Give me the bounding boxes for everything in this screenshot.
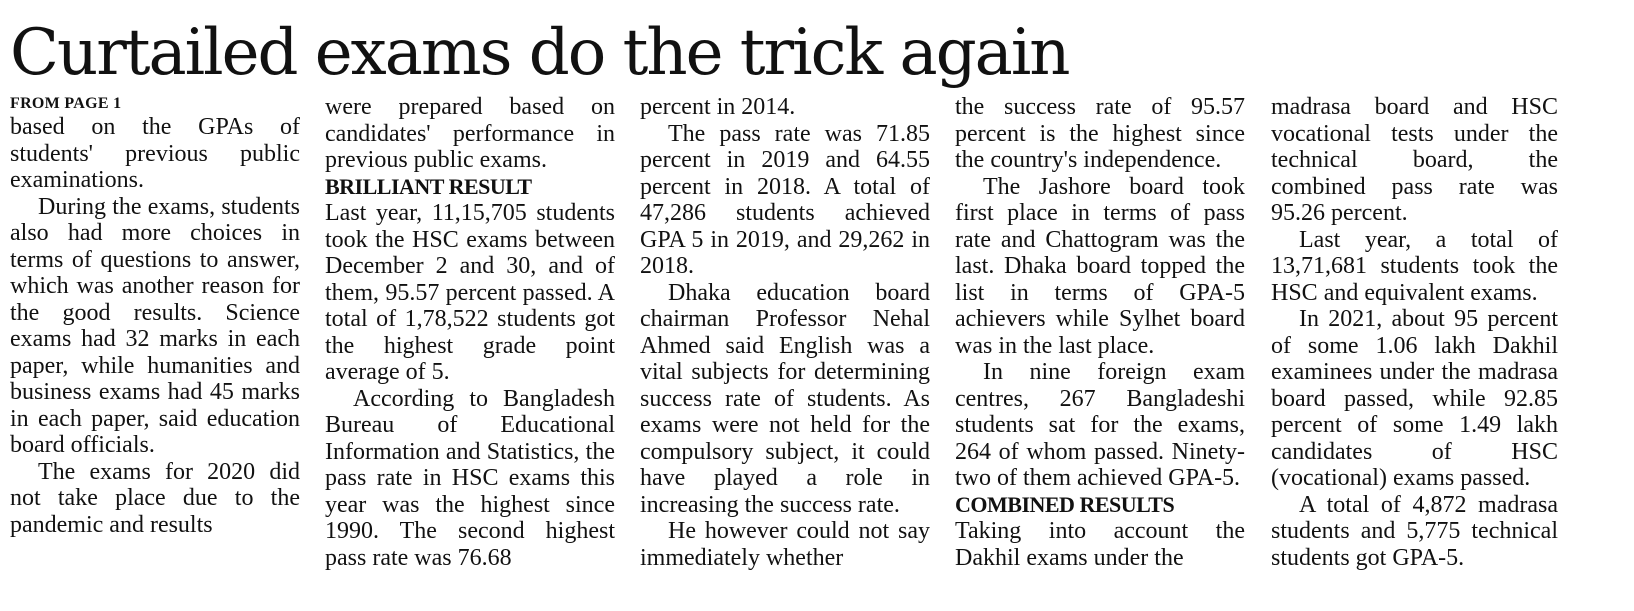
paragraph: Last year, 11,15,705 students took the HSC exams between December 2 and 30, and of them, 95.57 percent passed. A total of 1,78,522 students got the highest grade point average of 5. [325, 200, 615, 385]
paragraph: During the exams, students also had more choices in terms of questions to answer, which was another reason for the good results. Science exams had 32 marks in each paper, while humanities and business exams had 45 marks in each paper, said education board officials. [10, 193, 300, 458]
paragraph: In 2021, about 95 percent of some 1.06 lakh Dakhil examinees under the madrasa board passed, while 92.85 percent of some 1.49 lakh candidates of HSC (vocational) exams passed. [1271, 306, 1558, 491]
paragraph: the success rate of 95.57 percent is the highest since the country's independence. [955, 94, 1245, 173]
paragraph: The pass rate was 71.85 percent in 2019 and 64.55 percent in 2018. A total of 47,286 students achieved GPA 5 in 2019, and 29,262 in 2018. [640, 120, 930, 279]
article-column-1 [10, 94, 300, 538]
article-column-3 [640, 94, 930, 571]
paragraph: Dhaka education board chairman Professor Nehal Ahmed said English was a vital subjects for determining success rate of students. As exams were not held for the compulsory subject, it could have played a role in increasing the success rate. [640, 279, 930, 518]
paragraph: based on the GPAs of students' previous public examinations. [10, 114, 300, 193]
subheading: BRILLIANT RESULT [325, 173, 532, 199]
paragraph: The exams for 2020 did not take place due to the pandemic and results [10, 458, 300, 538]
article-column-4 [955, 94, 1245, 571]
kicker: FROM PAGE 1 [10, 95, 122, 112]
paragraph: Last year, a total of 13,71,681 students took the HSC and equivalent exams. [1271, 226, 1558, 306]
paragraph: A total of 4,872 madrasa students and 5,775 technical students got GPA-5. [1271, 491, 1558, 571]
headline: Curtailed exams do the trick again [10, 16, 1069, 90]
article-column-5 [1271, 94, 1558, 571]
paragraph: He however could not say immediately whether [640, 518, 930, 571]
paragraph: percent in 2014. [640, 94, 796, 120]
paragraph: According to Bangladesh Bureau of Educational Information and Statistics, the pass rate in HSC exams this year was the highest since 1990. The second highest pass rate was 76.68 [325, 385, 615, 571]
paragraph: Taking into account the Dakhil exams under the [955, 518, 1245, 571]
subheading: COMBINED RESULTS [955, 491, 1175, 517]
paragraph: madrasa board and HSC vocational tests under the technical board, the combined pass rate was 95.26 percent. [1271, 94, 1558, 226]
paragraph: were prepared based on candidates' performance in previous public exams. [325, 94, 615, 173]
paragraph: In nine foreign exam centres, 267 Bangladeshi students sat for the exams, 264 of whom passed. Ninety-two of them achieved GPA-5. [955, 359, 1245, 491]
article-column-2 [325, 94, 615, 571]
paragraph: The Jashore board took first place in terms of pass rate and Chattogram was the last. Dhaka board topped the list in terms of GPA-5 achievers while Sylhet board was in the last place. [955, 173, 1245, 359]
